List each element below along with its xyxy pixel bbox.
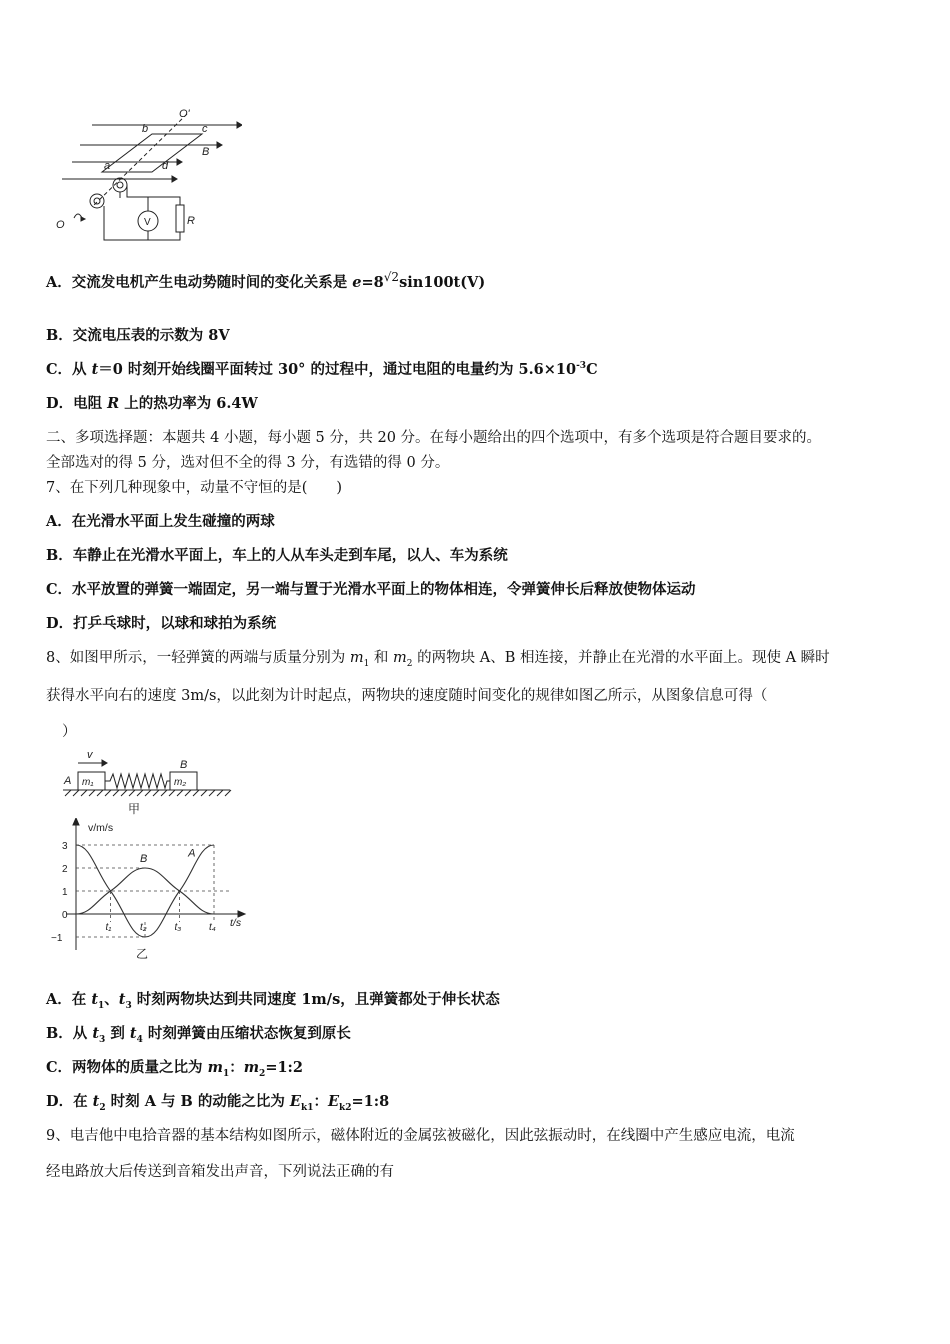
y-tick-label: 1 [62,887,68,898]
label-a: A [64,775,72,787]
arrow-head-icon [102,760,107,766]
text: 和 [369,650,394,666]
label-m1: m₁ [82,777,94,788]
var-e: E [327,1093,340,1110]
var-m: m [207,1059,223,1076]
q6-option-c [46,358,598,379]
text: C．两物体的质量之比为 [46,1059,208,1076]
text: A．在 [46,991,92,1008]
var-t: t [92,1093,100,1110]
q9-stem-line1: 9、电吉他中电拾音器的基本结构如图所示，磁体附近的金属弦被磁化，因此弦振动时，在线圈中产生感应电流，电流 [46,1128,795,1144]
text: B．从 [46,1025,93,1042]
subscript: 2 [99,1102,106,1113]
section-heading-line1: 二、多项选择题：本题共 4 小题，每小题 5 分，共 20 分。在每小题给出的四个选项中，有多个选项是符合题目要求的。 [46,430,822,446]
arrow-head-icon [177,159,182,165]
subscript: 1 [222,1068,230,1079]
q8-stem-line1 [46,646,830,669]
text: 时刻 A 与 B 的动能之比为 [105,1093,290,1110]
subscript: k1 [300,1102,314,1113]
y-tick-label: 3 [62,841,68,852]
q7-option-a: A．在光滑水平面上发生碰撞的两球 [46,513,275,530]
label-v: V [144,217,151,228]
y-tick-label: 2 [62,864,68,875]
var-t: t [91,991,99,1008]
text: C．从 [46,361,92,378]
q8-option-a [46,988,500,1011]
label-c: c [202,123,208,135]
slip-ring [90,194,104,208]
q8-option-d [46,1090,389,1113]
var-m: m [243,1059,260,1076]
caption-yi: 乙 [136,947,149,961]
subscript: 3 [99,1034,106,1045]
text: =8 [361,273,384,291]
var-t: t [91,361,99,378]
arrow-head-icon [237,122,242,128]
label-r: R [187,215,195,227]
q8-option-b [46,1022,351,1045]
var-e: E [289,1093,301,1110]
text: 的两物块 A、B 相连接，并静止在光滑的水平面上。现使 A 瞬时 [412,650,830,666]
var-r: R [107,395,120,412]
wire [104,206,180,240]
text: sin100t(V) [399,273,486,291]
section-heading-line2: 全部选对的得 5 分，选对但不全的得 3 分，有选错的得 0 分。 [46,455,450,471]
text: =1:2 [265,1059,303,1076]
q8-option-c [46,1056,303,1079]
q6-option-b: B．交流电压表的示数为 8V [46,327,230,344]
generator-figure [52,102,242,244]
label-b: B [180,759,188,771]
text: A．交流发电机产生电动势随时间的变化关系是 [46,273,353,291]
label-v: v [87,750,93,761]
q7-option-c: C．水平放置的弹簧一端固定，另一端与置于光滑水平面上的物体相连，令弹簧伸长后释放使物体运动 [46,581,696,598]
coil-frame [102,134,202,172]
q8-stem-line2: 获得水平向右的速度 3m/s，以此刻为计时起点，两物块的速度随时间变化的规律如图乙所示，从图象信息可得（ [46,688,768,704]
text: 时刻两物块达到共同速度 1m/s，且弹簧都处于伸长状态 [131,991,500,1008]
x-tick-label: t₂ [140,922,147,933]
text: C [586,361,598,378]
caption-jia: 甲 [128,802,141,816]
subscript: 1 [98,1000,105,1011]
y-tick-label: 0 [62,910,68,921]
ground-hatch [65,790,231,796]
subscript: 4 [136,1034,143,1045]
subscript: k2 [339,1102,352,1113]
var-m: m [349,650,364,666]
var-t: t [92,1025,100,1042]
var-m: m [393,650,407,666]
resistor-icon [176,205,184,232]
series-label-b: B [140,853,148,865]
subscript: 2 [406,658,413,669]
q9-stem-line2: 经电路放大后传送到音箱发出声音，下列说法正确的有 [46,1164,394,1180]
label-a: a [104,160,111,172]
series-label-a: A [188,847,196,860]
wire [127,185,180,205]
var-t: t [129,1025,137,1042]
subscript: 2 [259,1068,266,1079]
x-axis-label: t/s [230,917,242,929]
text: ： [313,1093,328,1110]
var-t: t [118,991,126,1008]
spring-icon [105,774,170,788]
x-tick-label: t₁ [105,922,112,933]
y-tick-label: −1 [51,933,63,944]
label-o: O [56,219,65,231]
var-e: e [352,273,362,291]
text: =1:8 [351,1093,390,1110]
subscript: 1 [363,658,370,669]
y-axis-arrow-icon [73,818,79,825]
arrow-head-icon [217,142,222,148]
text: 到 [105,1025,130,1042]
arrow-head-icon [172,176,177,182]
text: D．电阻 [46,395,108,412]
q7-stem: 7、在下列几种现象中，动量不守恒的是( ) [46,480,343,496]
sqrt-two: √2 [383,270,400,284]
text: ＝0 时刻开始线圈平面转过 30° 的过程中，通过电阻的电量约为 5.6×10 [98,361,577,378]
y-axis-label: v/m/s [88,822,114,834]
velocity-time-chart [46,818,256,966]
q6-option-a [46,270,485,292]
wire [127,197,148,211]
subscript: 3 [125,1000,132,1011]
q7-option-d: D．打乒乓球时，以球和球拍为系统 [46,615,277,632]
text: D．在 [46,1093,93,1110]
text: 时刻弹簧由压缩状态恢复到原长 [142,1025,351,1042]
text: 、 [104,991,119,1008]
q7-option-b: B．车静止在光滑水平面上，车上的人从车头走到车尾，以人、车为系统 [46,547,508,564]
spring-figure [60,750,235,818]
label-d: d [162,160,169,172]
text: ： [229,1059,244,1076]
label-o-prime: O' [179,108,190,120]
q8-stem-line3: ） [62,724,77,740]
label-b: b [142,123,149,135]
x-tick-label: t₄ [209,922,216,933]
text: 上的热功率为 6.4W [119,395,258,412]
exponent: -3 [576,361,587,372]
label-field-b: B [202,146,210,158]
q6-option-d [46,392,258,413]
label-m2: m₂ [174,777,187,788]
x-tick-label: t₃ [174,922,182,933]
text: 8、如图甲所示，一轻弹簧的两端与质量分别为 [46,650,350,666]
